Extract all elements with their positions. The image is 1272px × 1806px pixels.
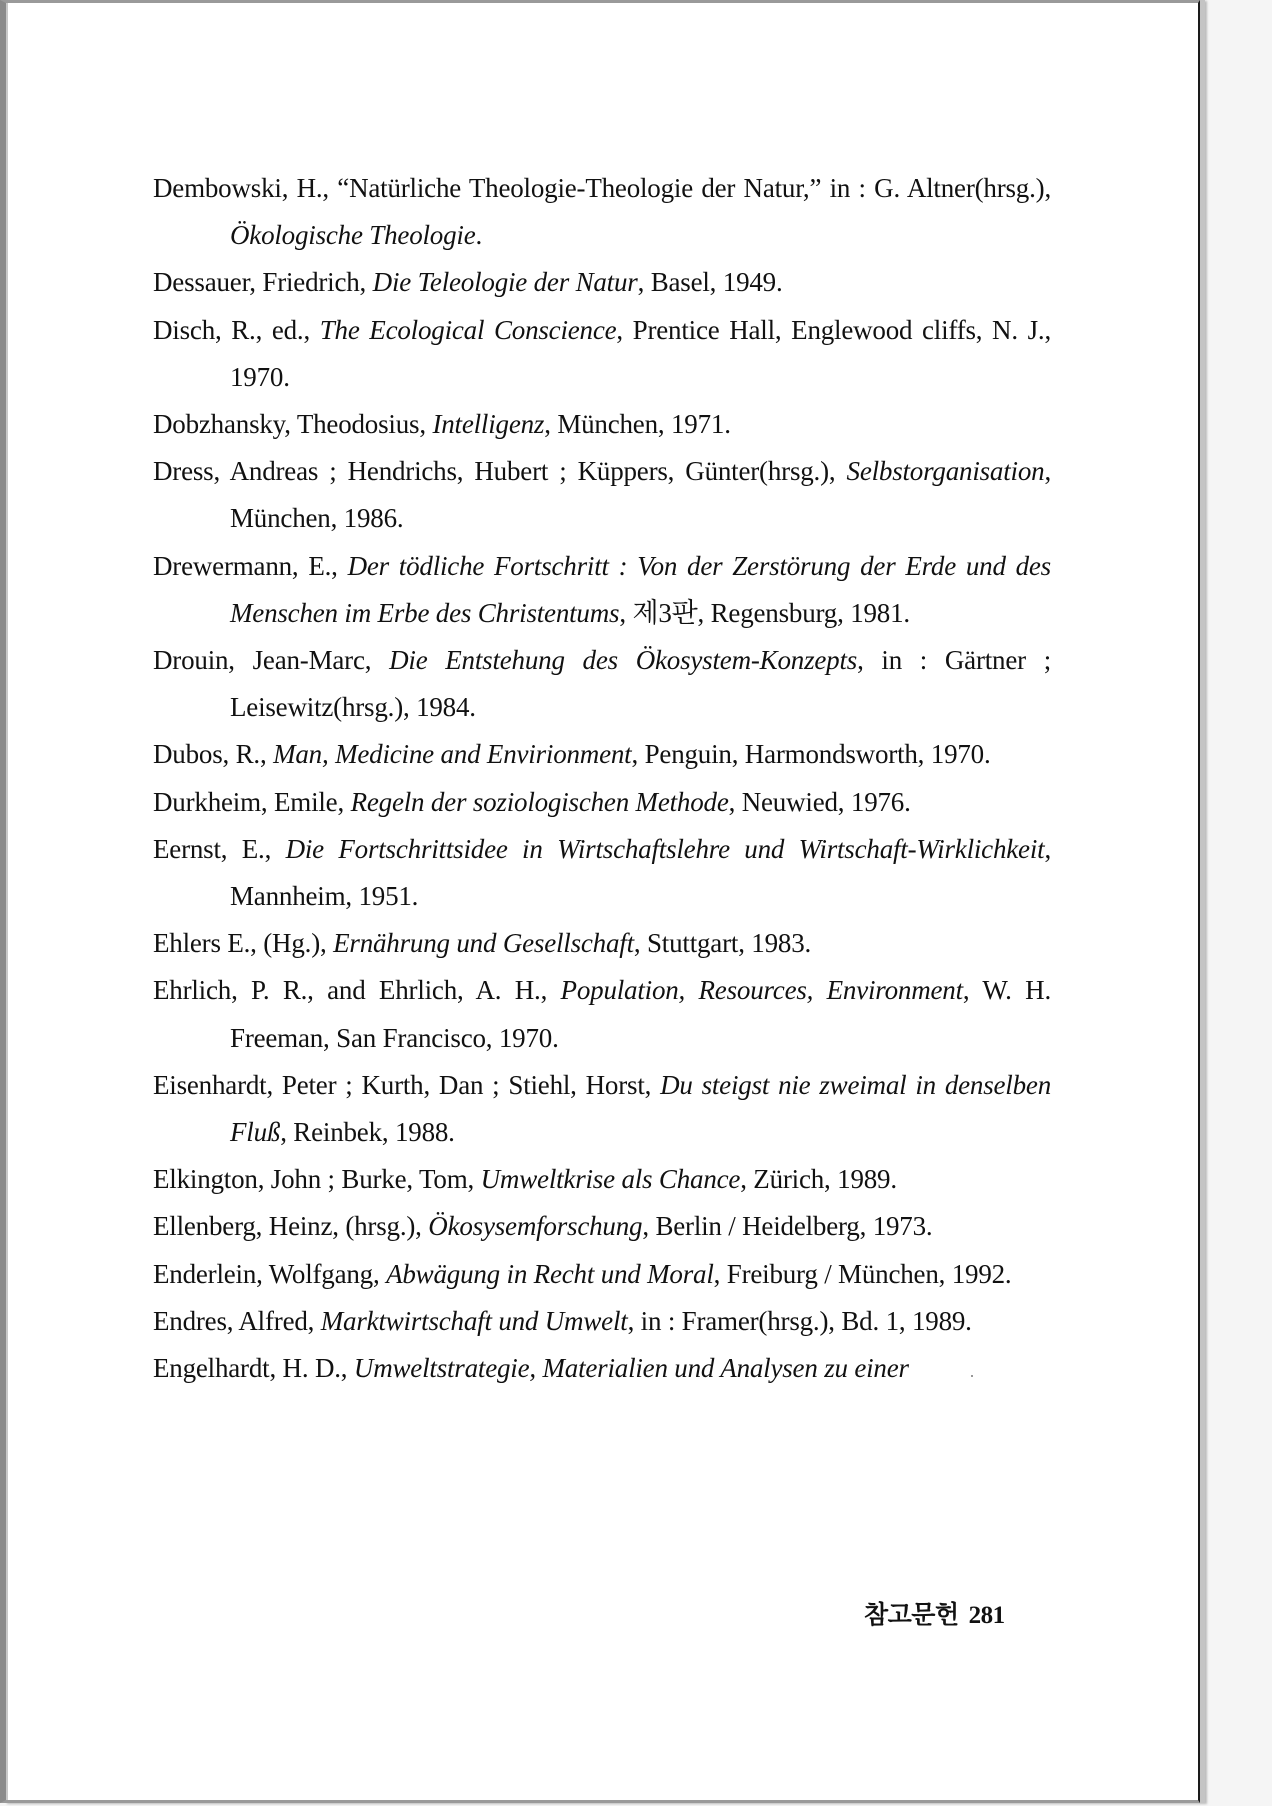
reference-text: , Prentice Hall, Englewood cliffs, N. J., 1970.	[230, 314, 1051, 392]
reference-title: Man, Medicine and Envirionment	[273, 739, 632, 770]
reference-title: Die Fortschrittsidee in Wirtschaftslehre und Wirtschaft-Wirklichkeit	[285, 833, 1045, 864]
page-footer	[864, 1595, 1005, 1631]
reference-text: Dessauer, Friedrich,	[153, 267, 373, 298]
reference-text: , Zürich, 1989.	[740, 1164, 897, 1195]
reference-text: Ehlers E., (Hg.),	[153, 928, 334, 959]
reference-entry	[153, 1203, 1051, 1250]
reference-title: Umweltstrategie, Materialien und Analysen zu einer	[353, 1353, 909, 1384]
section-title: 참고문헌	[864, 1602, 959, 1629]
reference-title: Du steigst nie zweimal in denselben Fluß	[230, 1069, 1051, 1148]
bibliography-list	[153, 165, 1051, 1392]
reference-text: Eisenhardt, Peter ; Kurth, Dan ; Stiehl, Horst,	[153, 1069, 661, 1100]
reference-entry	[153, 401, 1051, 448]
reference-text: Disch, R., ed.,	[153, 314, 320, 345]
reference-entry	[153, 826, 1051, 920]
reference-title: Intelligenz	[432, 409, 545, 440]
reference-text: , 제3판, Regensburg, 1981.	[619, 597, 910, 628]
reference-text: Dubos, R.,	[153, 739, 274, 770]
reference-text: .	[475, 220, 483, 251]
reference-text: , Reinbek, 1988.	[280, 1117, 455, 1148]
reference-entry	[153, 779, 1051, 826]
reference-entry	[153, 1251, 1051, 1298]
reference-text: , Freiburg / München, 1992.	[713, 1258, 1012, 1289]
reference-title: Ernährung und Gesellschaft	[333, 928, 634, 959]
reference-entry	[153, 307, 1051, 401]
reference-text: Engelhardt, H. D.,	[153, 1353, 354, 1384]
reference-text: Ellenberg, Heinz, (hrsg.),	[153, 1211, 429, 1242]
reference-entry	[153, 543, 1051, 637]
reference-text: , Mannheim, 1951.	[230, 833, 1051, 912]
reference-text: , in : Framer(hrsg.), Bd. 1, 1989.	[627, 1305, 972, 1336]
reference-entry	[153, 165, 1051, 259]
reference-text: Ehrlich, P. R., and Ehrlich, A. H.,	[153, 975, 561, 1006]
reference-entry	[153, 259, 1051, 306]
reference-text: Dobzhansky, Theodosius,	[153, 409, 433, 440]
reference-entry	[153, 1345, 1051, 1392]
reference-text: Durkheim, Emile,	[153, 786, 351, 817]
reference-entry	[153, 1298, 1051, 1345]
reference-title: Der tödliche Fortschritt : Von der Zerstörung der Erde und des Menschen im Erbe des Christentums	[230, 550, 1051, 628]
reference-text: Enderlein, Wolfgang,	[153, 1258, 387, 1289]
reference-text: Drouin, Jean-Marc,	[153, 645, 390, 676]
page-number: 281	[968, 1602, 1005, 1629]
scan-speck	[971, 1375, 973, 1377]
reference-entry	[153, 1062, 1051, 1156]
reference-title: Selbstorganisation	[846, 456, 1045, 487]
reference-text: , Stuttgart, 1983.	[633, 928, 812, 959]
reference-title: Regeln der soziologischen Methode	[350, 786, 729, 817]
reference-text: , Penguin, Harmondsworth, 1970.	[631, 739, 991, 770]
reference-text: Elkington, John ; Burke, Tom,	[153, 1164, 481, 1195]
reference-title: Marktwirtschaft und Umwelt	[320, 1305, 628, 1336]
reference-text: Dress, Andreas ; Hendrichs, Hubert ; Küppers, Günter(hrsg.),	[153, 456, 847, 487]
reference-entry	[153, 967, 1051, 1061]
reference-text: , W. H. Freeman, San Francisco, 1970.	[230, 975, 1051, 1053]
reference-title: Umweltkrise als Chance	[480, 1164, 741, 1195]
reference-text: , in : Gärtner ; Leisewitz(hrsg.), 1984.	[230, 645, 1052, 723]
reference-title: Ökologische Theologie	[230, 220, 476, 251]
reference-title: The Ecological Conscience	[319, 314, 617, 345]
reference-text: , Neuwied, 1976.	[728, 786, 911, 817]
reference-title: Die Teleologie der Natur	[372, 267, 638, 298]
reference-entry	[153, 920, 1051, 967]
reference-text: Drewermann, E.,	[153, 550, 348, 581]
reference-entry	[153, 637, 1051, 731]
reference-text: Endres, Alfred,	[153, 1305, 321, 1336]
reference-text: , München, 1986.	[230, 456, 1051, 534]
reference-text: Dembowski, H., “Natürliche Theologie-Theologie der Natur,” in : G. Altner(hrsg.),	[153, 173, 1051, 203]
reference-text: , Berlin / Heidelberg, 1973.	[642, 1211, 933, 1242]
reference-title: Die Entstehung des Ökosystem-Konzepts	[389, 645, 858, 676]
reference-text: Eernst, E.,	[153, 833, 286, 864]
reference-title: Population, Resources, Environment	[560, 975, 963, 1006]
reference-entry	[153, 1156, 1051, 1203]
reference-title: Abwägung in Recht und Moral	[386, 1258, 714, 1289]
reference-text: , München, 1971.	[544, 409, 731, 440]
reference-entry	[153, 448, 1051, 542]
reference-entry	[153, 731, 1051, 778]
reference-title: Ökosysemforschung	[428, 1211, 643, 1242]
reference-text: , Basel, 1949.	[637, 267, 783, 298]
